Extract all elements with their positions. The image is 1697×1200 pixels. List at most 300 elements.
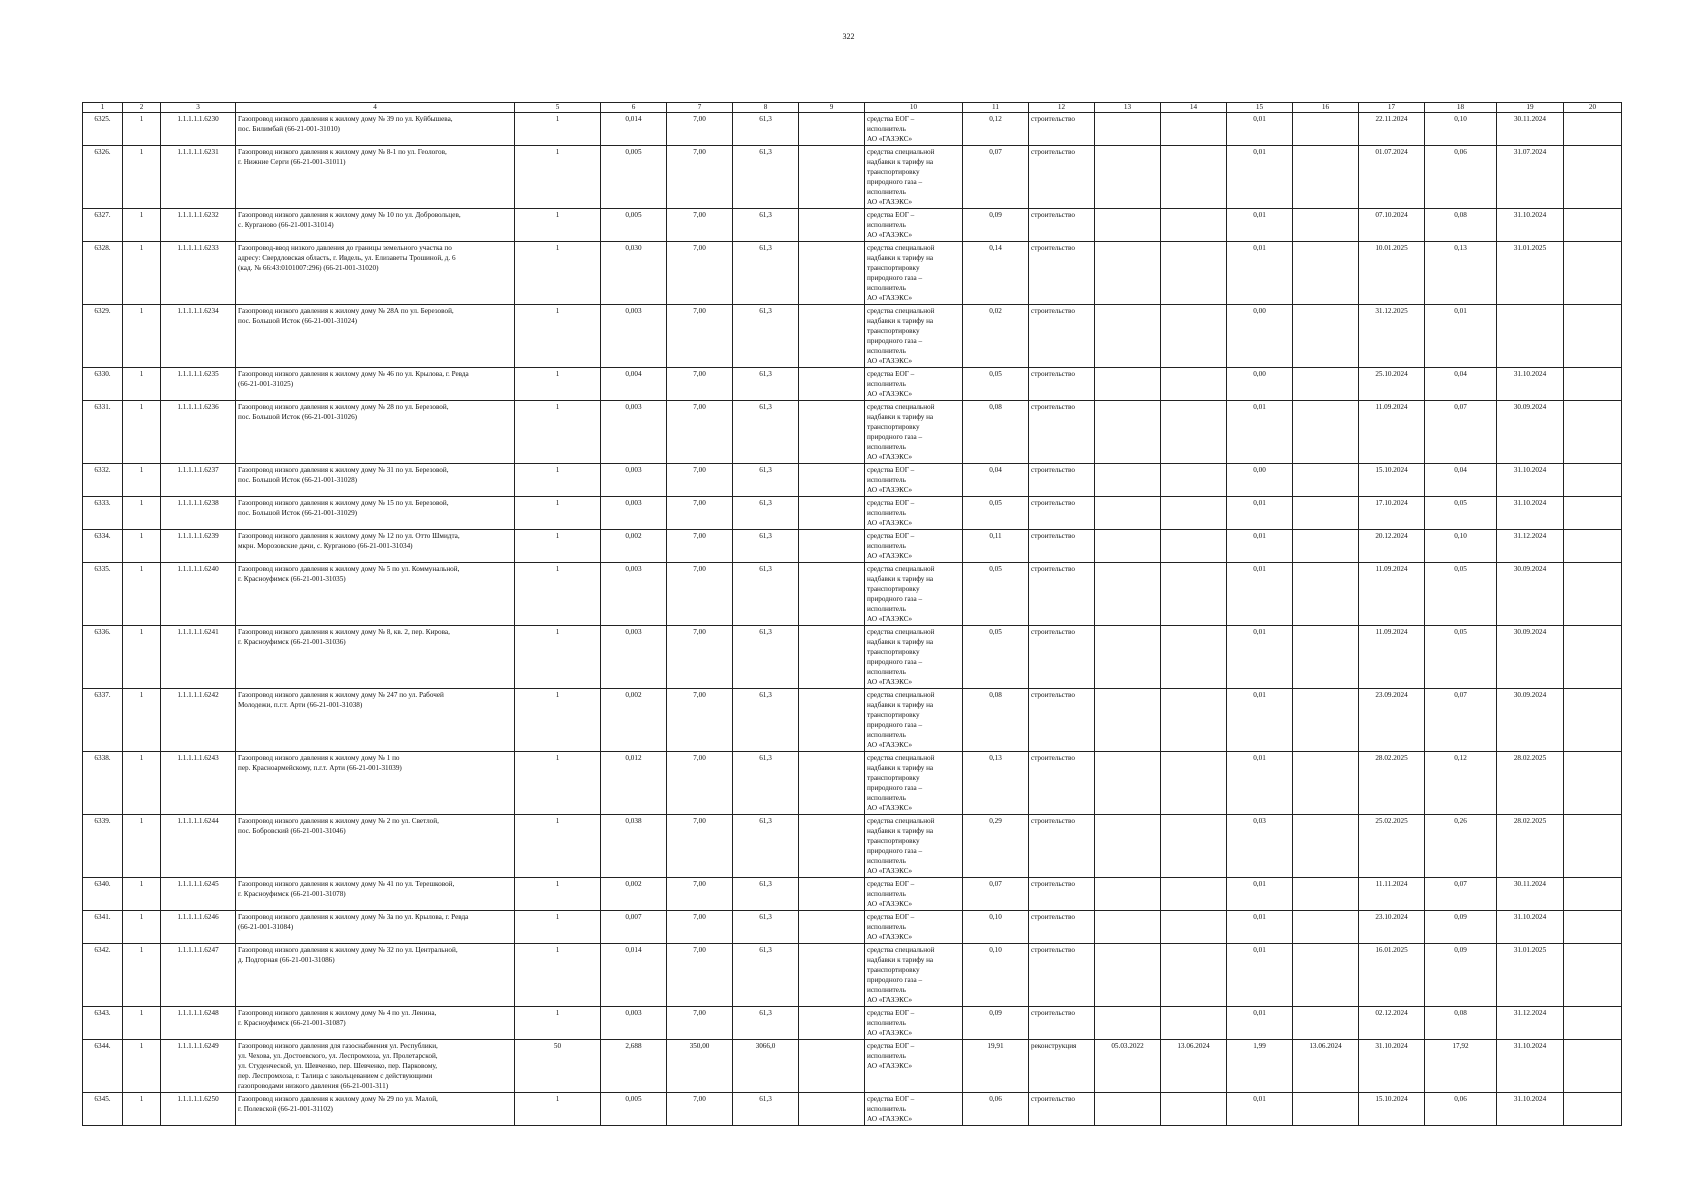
- group-cell: 1: [123, 944, 161, 1007]
- start-date-cell: [1095, 464, 1161, 497]
- cell-col7: 7,00: [667, 689, 733, 752]
- length-cell: 0,003: [601, 497, 667, 530]
- cell-col20: [1564, 878, 1622, 911]
- cell-col9: [799, 305, 865, 368]
- cell-col18: 0,10: [1425, 113, 1497, 146]
- cell-col7: 7,00: [667, 1093, 733, 1126]
- cost-cell: 0,07: [963, 146, 1029, 209]
- work-type-cell: строительство: [1029, 944, 1095, 1007]
- cell-col8: 61,3: [733, 305, 799, 368]
- start-date-cell: [1095, 209, 1161, 242]
- project-code-cell: 1.1.1.1.1.6248: [161, 1007, 236, 1040]
- cell-col7: 7,00: [667, 626, 733, 689]
- funding-source-cell: средства ЕОГ – исполнитель АО «ГАЗЭКС»: [865, 911, 963, 944]
- cell-col18: 0,06: [1425, 1093, 1497, 1126]
- funding-source-cell: средства ЕОГ – исполнитель АО «ГАЗЭКС»: [865, 878, 963, 911]
- end-date-cell: [1161, 530, 1227, 563]
- cell-col18: 0,07: [1425, 689, 1497, 752]
- cell-col16: [1293, 815, 1359, 878]
- column-number-row: [83, 103, 1622, 113]
- project-name-cell: Газопровод низкого давления к жилому дому № 4 по ул. Ленина, г. Красноуфимск (66-21-001-31087): [236, 1007, 515, 1040]
- cell-col7: 350,00: [667, 1040, 733, 1093]
- funding-source-cell: средства ЕОГ – исполнитель АО «ГАЗЭКС»: [865, 1093, 963, 1126]
- quantity-cell: 1: [515, 1007, 601, 1040]
- quantity-cell: 1: [515, 530, 601, 563]
- completion-date-cell: 31.12.2024: [1497, 530, 1564, 563]
- end-date-cell: [1161, 563, 1227, 626]
- quantity-cell: 1: [515, 368, 601, 401]
- funding-source-cell: средства специальной надбавки к тарифу на транспортировку природного газа – исполнитель АО «ГАЗЭКС»: [865, 944, 963, 1007]
- row-number-cell: 6328.: [83, 242, 123, 305]
- start-date-cell: [1095, 113, 1161, 146]
- cell-col20: [1564, 1093, 1622, 1126]
- cell-col20: [1564, 752, 1622, 815]
- funding-source-cell: средства специальной надбавки к тарифу на транспортировку природного газа – исполнитель АО «ГАЗЭКС»: [865, 242, 963, 305]
- funding-source-cell: средства ЕОГ – исполнитель АО «ГАЗЭКС»: [865, 464, 963, 497]
- cost-cell: 0,07: [963, 878, 1029, 911]
- quantity-cell: 1: [515, 815, 601, 878]
- cost-cell: 0,09: [963, 1007, 1029, 1040]
- completion-date-cell: 31.10.2024: [1497, 209, 1564, 242]
- cell-col20: [1564, 242, 1622, 305]
- project-name-cell: Газопровод низкого давления для газоснабжения ул. Республики, ул. Чехова, ул. Достоевского, ул. Леспромхоза, ул. Пролетарской, ул. Студенческой, ул. Шевченко, пер. Шевченко, пер. Парковому, пер. Леспромхоза, г. Талица с закольцеванием с действующими газопроводами низкого давления (66-21-001-311): [236, 1040, 515, 1093]
- completion-date-cell: 30.11.2024: [1497, 113, 1564, 146]
- funding-source-cell: средства ЕОГ – исполнитель АО «ГАЗЭКС»: [865, 1007, 963, 1040]
- quantity-cell: 1: [515, 464, 601, 497]
- cell-col15: 0,01: [1227, 563, 1293, 626]
- project-code-cell: 1.1.1.1.1.6243: [161, 752, 236, 815]
- column-number-13: 13: [1095, 103, 1161, 113]
- table-row: [83, 1007, 1622, 1040]
- group-cell: 1: [123, 401, 161, 464]
- completion-date-cell: 28.02.2025: [1497, 752, 1564, 815]
- row-number-cell: 6340.: [83, 878, 123, 911]
- cell-col15: 0,01: [1227, 626, 1293, 689]
- project-code-cell: 1.1.1.1.1.6233: [161, 242, 236, 305]
- cell-col20: [1564, 305, 1622, 368]
- funding-source-cell: средства специальной надбавки к тарифу на транспортировку природного газа – исполнитель АО «ГАЗЭКС»: [865, 752, 963, 815]
- cost-cell: 0,10: [963, 944, 1029, 1007]
- quantity-cell: 1: [515, 497, 601, 530]
- end-date-cell: 13.06.2024: [1161, 1040, 1227, 1093]
- cell-col18: 0,07: [1425, 878, 1497, 911]
- quantity-cell: 1: [515, 209, 601, 242]
- completion-date-cell: 28.02.2025: [1497, 815, 1564, 878]
- group-cell: 1: [123, 464, 161, 497]
- row-number-cell: 6325.: [83, 113, 123, 146]
- cell-col7: 7,00: [667, 878, 733, 911]
- work-type-cell: строительство: [1029, 497, 1095, 530]
- cell-col16: [1293, 305, 1359, 368]
- cell-col9: [799, 401, 865, 464]
- project-name-cell: Газопровод низкого давления к жилому дому № 31 по ул. Березовой, пос. Большой Исток (66-21-001-31028): [236, 464, 515, 497]
- cell-col8: 61,3: [733, 401, 799, 464]
- cell-col8: 61,3: [733, 209, 799, 242]
- cell-col7: 7,00: [667, 752, 733, 815]
- length-cell: 0,014: [601, 944, 667, 1007]
- project-code-cell: 1.1.1.1.1.6247: [161, 944, 236, 1007]
- work-type-cell: строительство: [1029, 209, 1095, 242]
- cell-col16: [1293, 401, 1359, 464]
- quantity-cell: 1: [515, 242, 601, 305]
- column-number-11: 11: [963, 103, 1029, 113]
- start-date-cell: [1095, 563, 1161, 626]
- completion-date-cell: 31.10.2024: [1497, 1040, 1564, 1093]
- cell-col8: 61,3: [733, 1093, 799, 1126]
- end-date-cell: [1161, 464, 1227, 497]
- cell-col15: 0,01: [1227, 530, 1293, 563]
- cell-col7: 7,00: [667, 563, 733, 626]
- row-number-cell: 6339.: [83, 815, 123, 878]
- length-cell: 0,012: [601, 752, 667, 815]
- cell-col7: 7,00: [667, 911, 733, 944]
- table-row: [83, 911, 1622, 944]
- length-cell: 0,030: [601, 242, 667, 305]
- table-row: [83, 497, 1622, 530]
- completion-date-cell: 31.10.2024: [1497, 1093, 1564, 1126]
- project-code-cell: 1.1.1.1.1.6238: [161, 497, 236, 530]
- cost-cell: 0,05: [963, 626, 1029, 689]
- end-date-cell: [1161, 368, 1227, 401]
- cell-col15: 0,03: [1227, 815, 1293, 878]
- quantity-cell: 1: [515, 146, 601, 209]
- column-number-5: 5: [515, 103, 601, 113]
- cell-col16: [1293, 368, 1359, 401]
- group-cell: 1: [123, 368, 161, 401]
- cell-col15: 0,00: [1227, 464, 1293, 497]
- funding-source-cell: средства ЕОГ – исполнитель АО «ГАЗЭКС»: [865, 1040, 963, 1093]
- cell-col7: 7,00: [667, 1007, 733, 1040]
- cell-col7: 7,00: [667, 146, 733, 209]
- end-date-cell: [1161, 1007, 1227, 1040]
- row-number-cell: 6345.: [83, 1093, 123, 1126]
- work-type-cell: строительство: [1029, 689, 1095, 752]
- project-code-cell: 1.1.1.1.1.6250: [161, 1093, 236, 1126]
- cell-col16: [1293, 146, 1359, 209]
- length-cell: 0,038: [601, 815, 667, 878]
- table-row: [83, 1093, 1622, 1126]
- cell-col18: 0,09: [1425, 911, 1497, 944]
- row-number-cell: 6332.: [83, 464, 123, 497]
- cost-cell: 0,08: [963, 401, 1029, 464]
- end-date-cell: [1161, 944, 1227, 1007]
- commissioning-date-cell: 15.10.2024: [1359, 464, 1425, 497]
- end-date-cell: [1161, 878, 1227, 911]
- cell-col16: [1293, 1093, 1359, 1126]
- cell-col16: [1293, 689, 1359, 752]
- cell-col7: 7,00: [667, 815, 733, 878]
- table-row: [83, 563, 1622, 626]
- column-number-18: 18: [1425, 103, 1497, 113]
- project-name-cell: Газопровод-ввод низкого давления до границы земельного участка по адресу: Свердловская область, г. Ивдель, ул. Елизаветы Трошиной, д. 6 (кад. № 66:43:0101007:296) (66-21-001-31020): [236, 242, 515, 305]
- cell-col18: 0,10: [1425, 530, 1497, 563]
- start-date-cell: [1095, 752, 1161, 815]
- table-row: [83, 368, 1622, 401]
- row-number-cell: 6341.: [83, 911, 123, 944]
- commissioning-date-cell: 01.07.2024: [1359, 146, 1425, 209]
- row-number-cell: 6330.: [83, 368, 123, 401]
- start-date-cell: [1095, 146, 1161, 209]
- end-date-cell: [1161, 689, 1227, 752]
- cell-col9: [799, 563, 865, 626]
- funding-source-cell: средства специальной надбавки к тарифу на транспортировку природного газа – исполнитель АО «ГАЗЭКС»: [865, 815, 963, 878]
- completion-date-cell: 30.09.2024: [1497, 401, 1564, 464]
- commissioning-date-cell: 11.09.2024: [1359, 563, 1425, 626]
- cell-col7: 7,00: [667, 368, 733, 401]
- cell-col8: 61,3: [733, 113, 799, 146]
- commissioning-date-cell: 31.10.2024: [1359, 1040, 1425, 1093]
- end-date-cell: [1161, 752, 1227, 815]
- funding-source-cell: средства ЕОГ – исполнитель АО «ГАЗЭКС»: [865, 113, 963, 146]
- cost-cell: 0,04: [963, 464, 1029, 497]
- work-type-cell: строительство: [1029, 146, 1095, 209]
- table-row: [83, 1040, 1622, 1093]
- work-type-cell: строительство: [1029, 1093, 1095, 1126]
- row-number-cell: 6338.: [83, 752, 123, 815]
- start-date-cell: 05.03.2022: [1095, 1040, 1161, 1093]
- cell-col9: [799, 689, 865, 752]
- project-code-cell: 1.1.1.1.1.6245: [161, 878, 236, 911]
- cell-col18: 0,04: [1425, 368, 1497, 401]
- row-number-cell: 6329.: [83, 305, 123, 368]
- project-name-cell: Газопровод низкого давления к жилому дому № 41 по ул. Терешковой, г. Красноуфимск (66-21-001-31078): [236, 878, 515, 911]
- work-type-cell: строительство: [1029, 530, 1095, 563]
- length-cell: 0,003: [601, 626, 667, 689]
- funding-source-cell: средства специальной надбавки к тарифу на транспортировку природного газа – исполнитель АО «ГАЗЭКС»: [865, 563, 963, 626]
- column-number-12: 12: [1029, 103, 1095, 113]
- cell-col7: 7,00: [667, 401, 733, 464]
- cell-col16: [1293, 752, 1359, 815]
- cell-col7: 7,00: [667, 242, 733, 305]
- quantity-cell: 50: [515, 1040, 601, 1093]
- work-type-cell: строительство: [1029, 464, 1095, 497]
- project-code-cell: 1.1.1.1.1.6231: [161, 146, 236, 209]
- commissioning-date-cell: 11.09.2024: [1359, 401, 1425, 464]
- cell-col9: [799, 497, 865, 530]
- cell-col15: 0,01: [1227, 497, 1293, 530]
- cost-cell: 0,05: [963, 368, 1029, 401]
- column-number-4: 4: [236, 103, 515, 113]
- cell-col8: 61,3: [733, 944, 799, 1007]
- cell-col7: 7,00: [667, 113, 733, 146]
- cost-cell: 0,05: [963, 563, 1029, 626]
- project-code-cell: 1.1.1.1.1.6235: [161, 368, 236, 401]
- group-cell: 1: [123, 815, 161, 878]
- cell-col8: 61,3: [733, 368, 799, 401]
- cell-col15: 0,01: [1227, 1093, 1293, 1126]
- cell-col20: [1564, 401, 1622, 464]
- start-date-cell: [1095, 911, 1161, 944]
- length-cell: 0,003: [601, 305, 667, 368]
- commissioning-date-cell: 25.02.2025: [1359, 815, 1425, 878]
- cell-col16: [1293, 1007, 1359, 1040]
- cell-col8: 61,3: [733, 689, 799, 752]
- cell-col16: [1293, 878, 1359, 911]
- cell-col20: [1564, 944, 1622, 1007]
- project-name-cell: Газопровод низкого давления к жилому дому № 2 по ул. Светлой, пос. Бобровский (66-21-001-31046): [236, 815, 515, 878]
- cell-col9: [799, 752, 865, 815]
- page-number: 322: [842, 32, 855, 41]
- table-row: [83, 626, 1622, 689]
- completion-date-cell: 31.10.2024: [1497, 464, 1564, 497]
- cell-col9: [799, 1007, 865, 1040]
- table-row: [83, 401, 1622, 464]
- project-code-cell: 1.1.1.1.1.6239: [161, 530, 236, 563]
- commissioning-date-cell: 11.09.2024: [1359, 626, 1425, 689]
- cell-col7: 7,00: [667, 464, 733, 497]
- length-cell: 0,002: [601, 530, 667, 563]
- completion-date-cell: 31.10.2024: [1497, 911, 1564, 944]
- cell-col9: [799, 530, 865, 563]
- project-code-cell: 1.1.1.1.1.6230: [161, 113, 236, 146]
- quantity-cell: 1: [515, 1093, 601, 1126]
- cell-col18: 0,04: [1425, 464, 1497, 497]
- cell-col20: [1564, 563, 1622, 626]
- commissioning-date-cell: 25.10.2024: [1359, 368, 1425, 401]
- cell-col20: [1564, 146, 1622, 209]
- start-date-cell: [1095, 878, 1161, 911]
- end-date-cell: [1161, 815, 1227, 878]
- group-cell: 1: [123, 878, 161, 911]
- cell-col20: [1564, 1007, 1622, 1040]
- column-number-19: 19: [1497, 103, 1564, 113]
- cell-col7: 7,00: [667, 497, 733, 530]
- cost-cell: 0,05: [963, 497, 1029, 530]
- cost-cell: 0,12: [963, 113, 1029, 146]
- cell-col15: 0,00: [1227, 305, 1293, 368]
- group-cell: 1: [123, 209, 161, 242]
- row-number-cell: 6344.: [83, 1040, 123, 1093]
- completion-date-cell: [1497, 305, 1564, 368]
- cell-col15: 0,01: [1227, 752, 1293, 815]
- length-cell: 0,005: [601, 1093, 667, 1126]
- project-name-cell: Газопровод низкого давления к жилому дому № 12 по ул. Отто Шмидта, мкрн. Морозовские дачи, с. Курганово (66-21-001-31034): [236, 530, 515, 563]
- length-cell: 0,003: [601, 563, 667, 626]
- cell-col20: [1564, 689, 1622, 752]
- cell-col8: 61,3: [733, 752, 799, 815]
- cell-col8: 61,3: [733, 464, 799, 497]
- start-date-cell: [1095, 815, 1161, 878]
- table-row: [83, 464, 1622, 497]
- commissioning-date-cell: 23.09.2024: [1359, 689, 1425, 752]
- project-code-cell: 1.1.1.1.1.6234: [161, 305, 236, 368]
- column-number-15: 15: [1227, 103, 1293, 113]
- cell-col7: 7,00: [667, 944, 733, 1007]
- project-name-cell: Газопровод низкого давления к жилому дому № 8, кв. 2, пер. Кирова, г. Красноуфимск (66-21-001-31036): [236, 626, 515, 689]
- row-number-cell: 6336.: [83, 626, 123, 689]
- cell-col9: [799, 1093, 865, 1126]
- cost-cell: 0,14: [963, 242, 1029, 305]
- row-number-cell: 6331.: [83, 401, 123, 464]
- work-type-cell: строительство: [1029, 563, 1095, 626]
- quantity-cell: 1: [515, 401, 601, 464]
- end-date-cell: [1161, 113, 1227, 146]
- cell-col9: [799, 113, 865, 146]
- cell-col18: 0,26: [1425, 815, 1497, 878]
- cell-col9: [799, 368, 865, 401]
- cost-cell: 0,11: [963, 530, 1029, 563]
- cost-cell: 19,91: [963, 1040, 1029, 1093]
- row-number-cell: 6327.: [83, 209, 123, 242]
- project-name-cell: Газопровод низкого давления к жилому дому № 247 по ул. Рабочей Молодежи, п.г.т. Арти (66-21-001-31038): [236, 689, 515, 752]
- row-number-cell: 6337.: [83, 689, 123, 752]
- project-code-cell: 1.1.1.1.1.6246: [161, 911, 236, 944]
- work-type-cell: строительство: [1029, 626, 1095, 689]
- project-code-cell: 1.1.1.1.1.6241: [161, 626, 236, 689]
- cell-col9: [799, 242, 865, 305]
- quantity-cell: 1: [515, 689, 601, 752]
- work-type-cell: строительство: [1029, 242, 1095, 305]
- cell-col9: [799, 878, 865, 911]
- cost-cell: 0,29: [963, 815, 1029, 878]
- length-cell: 0,003: [601, 401, 667, 464]
- cell-col9: [799, 626, 865, 689]
- column-number-17: 17: [1359, 103, 1425, 113]
- funding-source-cell: средства специальной надбавки к тарифу на транспортировку природного газа – исполнитель АО «ГАЗЭКС»: [865, 626, 963, 689]
- commissioning-date-cell: 10.01.2025: [1359, 242, 1425, 305]
- quantity-cell: 1: [515, 626, 601, 689]
- cell-col15: 0,01: [1227, 689, 1293, 752]
- project-name-cell: Газопровод низкого давления к жилому дому № 15 по ул. Березовой, пос. Большой Исток (66-21-001-31029): [236, 497, 515, 530]
- project-code-cell: 1.1.1.1.1.6236: [161, 401, 236, 464]
- start-date-cell: [1095, 305, 1161, 368]
- completion-date-cell: 31.07.2024: [1497, 146, 1564, 209]
- end-date-cell: [1161, 626, 1227, 689]
- cell-col8: 61,3: [733, 242, 799, 305]
- start-date-cell: [1095, 401, 1161, 464]
- group-cell: 1: [123, 113, 161, 146]
- cell-col16: [1293, 497, 1359, 530]
- cell-col8: 61,3: [733, 530, 799, 563]
- cell-col15: 0,01: [1227, 146, 1293, 209]
- completion-date-cell: 31.01.2025: [1497, 242, 1564, 305]
- commissioning-date-cell: 23.10.2024: [1359, 911, 1425, 944]
- length-cell: 0,014: [601, 113, 667, 146]
- table-row: [83, 305, 1622, 368]
- funding-source-cell: средства ЕОГ – исполнитель АО «ГАЗЭКС»: [865, 530, 963, 563]
- length-cell: 0,005: [601, 146, 667, 209]
- column-number-3: 3: [161, 103, 236, 113]
- cell-col20: [1564, 209, 1622, 242]
- project-code-cell: 1.1.1.1.1.6240: [161, 563, 236, 626]
- end-date-cell: [1161, 401, 1227, 464]
- cell-col8: 61,3: [733, 626, 799, 689]
- group-cell: 1: [123, 146, 161, 209]
- funding-source-cell: средства ЕОГ – исполнитель АО «ГАЗЭКС»: [865, 368, 963, 401]
- group-cell: 1: [123, 689, 161, 752]
- end-date-cell: [1161, 146, 1227, 209]
- row-number-cell: 6343.: [83, 1007, 123, 1040]
- completion-date-cell: 30.11.2024: [1497, 878, 1564, 911]
- funding-source-cell: средства специальной надбавки к тарифу на транспортировку природного газа – исполнитель АО «ГАЗЭКС»: [865, 689, 963, 752]
- length-cell: 0,002: [601, 689, 667, 752]
- quantity-cell: 1: [515, 752, 601, 815]
- cell-col8: 61,3: [733, 911, 799, 944]
- group-cell: 1: [123, 626, 161, 689]
- quantity-cell: 1: [515, 563, 601, 626]
- cell-col9: [799, 209, 865, 242]
- quantity-cell: 1: [515, 944, 601, 1007]
- commissioning-date-cell: 31.12.2025: [1359, 305, 1425, 368]
- column-number-20: 20: [1564, 103, 1622, 113]
- group-cell: 1: [123, 530, 161, 563]
- cell-col8: 61,3: [733, 563, 799, 626]
- completion-date-cell: 30.09.2024: [1497, 563, 1564, 626]
- commissioning-date-cell: 28.02.2025: [1359, 752, 1425, 815]
- cell-col16: [1293, 464, 1359, 497]
- cell-col20: [1564, 113, 1622, 146]
- work-type-cell: строительство: [1029, 878, 1095, 911]
